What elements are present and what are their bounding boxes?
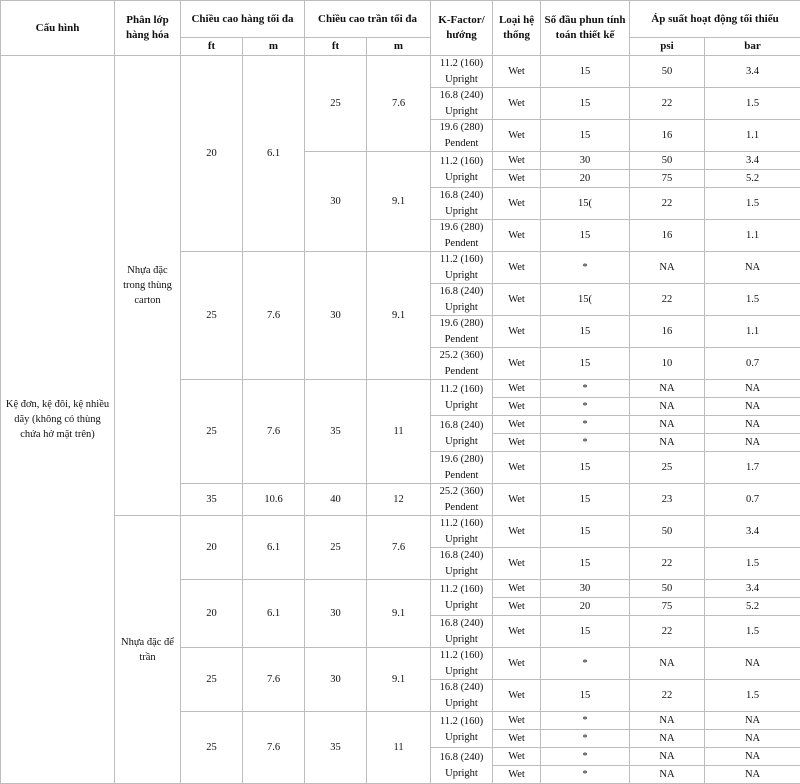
kfactor-value: 16.8 (240) bbox=[433, 548, 490, 564]
bar-cell: NA bbox=[705, 766, 800, 784]
bar-cell: 5.2 bbox=[705, 170, 800, 188]
kfactor-value: 11.2 (160) bbox=[433, 252, 490, 268]
system-cell: Wet bbox=[493, 616, 541, 648]
bar-cell: 5.2 bbox=[705, 598, 800, 616]
kfactor-cell bbox=[431, 580, 493, 616]
storage-m-cell: 6.1 bbox=[243, 580, 305, 648]
kfactor-value: 25.2 (360) bbox=[433, 348, 490, 364]
ceiling-ft-cell: 30 bbox=[305, 648, 367, 712]
storage-m-cell: 7.6 bbox=[243, 380, 305, 484]
heads-cell: 15 bbox=[541, 484, 630, 516]
table-body bbox=[1, 56, 800, 784]
bar-cell: 3.4 bbox=[705, 56, 800, 88]
kfactor-cell bbox=[431, 220, 493, 252]
storage-m-cell: 7.6 bbox=[243, 712, 305, 784]
heads-cell: * bbox=[541, 380, 630, 398]
system-cell: Wet bbox=[493, 348, 541, 380]
storage-ft-cell: 20 bbox=[181, 580, 243, 648]
kfactor-value: 11.2 (160) bbox=[433, 56, 490, 72]
system-cell: Wet bbox=[493, 398, 541, 416]
kfactor-orientation: Pendent bbox=[433, 468, 490, 484]
bar-cell: 3.4 bbox=[705, 516, 800, 548]
system-cell: Wet bbox=[493, 648, 541, 680]
header-config: Cấu hình bbox=[1, 1, 115, 56]
kfactor-cell bbox=[431, 680, 493, 712]
bar-cell: 1.5 bbox=[705, 616, 800, 648]
kfactor-value: 16.8 (240) bbox=[433, 284, 490, 300]
storage-m-cell: 6.1 bbox=[243, 56, 305, 252]
header-bar: bar bbox=[705, 38, 800, 56]
bar-cell: 3.4 bbox=[705, 152, 800, 170]
storage-m-cell: 7.6 bbox=[243, 648, 305, 712]
config-cell: Kệ đơn, kệ đôi, kệ nhiều dãy (không có thùng chứa hở mặt trên) bbox=[1, 56, 115, 784]
psi-cell: NA bbox=[630, 380, 705, 398]
bar-cell: 1.5 bbox=[705, 188, 800, 220]
header-pressure: Áp suất hoạt động tối thiểu bbox=[630, 1, 800, 38]
kfactor-orientation: Upright bbox=[433, 632, 490, 648]
kfactor-orientation: Pendent bbox=[433, 500, 490, 516]
heads-cell: 30 bbox=[541, 580, 630, 598]
system-cell: Wet bbox=[493, 516, 541, 548]
heads-cell: 15 bbox=[541, 220, 630, 252]
psi-cell: 16 bbox=[630, 120, 705, 152]
psi-cell: 22 bbox=[630, 680, 705, 712]
heads-cell: 15 bbox=[541, 88, 630, 120]
bar-cell: 1.1 bbox=[705, 220, 800, 252]
kfactor-orientation: Pendent bbox=[433, 236, 490, 252]
header-psi: psi bbox=[630, 38, 705, 56]
ceiling-ft-cell: 35 bbox=[305, 712, 367, 784]
psi-cell: NA bbox=[630, 434, 705, 452]
psi-cell: 25 bbox=[630, 452, 705, 484]
bar-cell: 3.4 bbox=[705, 580, 800, 598]
kfactor-orientation: Upright bbox=[433, 204, 490, 220]
psi-cell: 16 bbox=[630, 220, 705, 252]
kfactor-cell bbox=[431, 616, 493, 648]
kfactor-orientation: Upright bbox=[433, 268, 490, 284]
heads-cell: * bbox=[541, 748, 630, 766]
ceiling-m-cell: 7.6 bbox=[367, 516, 431, 580]
ceiling-m-cell: 7.6 bbox=[367, 56, 431, 152]
psi-cell: 22 bbox=[630, 284, 705, 316]
kfactor-cell bbox=[431, 252, 493, 284]
ceiling-m-cell: 11 bbox=[367, 380, 431, 484]
kfactor-orientation: Upright bbox=[433, 170, 490, 186]
kfactor-cell bbox=[431, 188, 493, 220]
storage-m-cell: 6.1 bbox=[243, 516, 305, 580]
ceiling-ft-cell: 25 bbox=[305, 516, 367, 580]
kfactor-cell bbox=[431, 56, 493, 88]
bar-cell: 1.1 bbox=[705, 316, 800, 348]
system-cell: Wet bbox=[493, 152, 541, 170]
kfactor-value: 19.6 (280) bbox=[433, 452, 490, 468]
kfactor-orientation: Upright bbox=[433, 434, 490, 450]
table-row bbox=[1, 516, 800, 548]
table-row bbox=[1, 56, 800, 88]
psi-cell: 22 bbox=[630, 88, 705, 120]
system-cell: Wet bbox=[493, 120, 541, 152]
kfactor-orientation: Pendent bbox=[433, 364, 490, 380]
system-cell: Wet bbox=[493, 452, 541, 484]
kfactor-cell bbox=[431, 416, 493, 452]
heads-cell: 15 bbox=[541, 616, 630, 648]
bar-cell: 1.5 bbox=[705, 548, 800, 580]
kfactor-value: 11.2 (160) bbox=[433, 582, 490, 598]
psi-cell: NA bbox=[630, 648, 705, 680]
psi-cell: 75 bbox=[630, 170, 705, 188]
heads-cell: 15 bbox=[541, 516, 630, 548]
kfactor-cell bbox=[431, 380, 493, 416]
header-storage-height: Chiều cao hàng tối đa bbox=[181, 1, 305, 38]
kfactor-value: 16.8 (240) bbox=[433, 88, 490, 104]
kfactor-orientation: Upright bbox=[433, 104, 490, 120]
bar-cell: NA bbox=[705, 380, 800, 398]
system-cell: Wet bbox=[493, 416, 541, 434]
psi-cell: 10 bbox=[630, 348, 705, 380]
system-cell: Wet bbox=[493, 712, 541, 730]
psi-cell: 75 bbox=[630, 598, 705, 616]
kfactor-value: 11.2 (160) bbox=[433, 154, 490, 170]
heads-cell: * bbox=[541, 434, 630, 452]
system-cell: Wet bbox=[493, 316, 541, 348]
heads-cell: 20 bbox=[541, 170, 630, 188]
storage-ft-cell: 25 bbox=[181, 380, 243, 484]
kfactor-cell bbox=[431, 712, 493, 748]
heads-cell: * bbox=[541, 730, 630, 748]
system-cell: Wet bbox=[493, 766, 541, 784]
system-cell: Wet bbox=[493, 188, 541, 220]
header-kfactor: K-Factor/ hướng bbox=[431, 1, 493, 56]
heads-cell: * bbox=[541, 416, 630, 434]
psi-cell: 22 bbox=[630, 188, 705, 220]
kfactor-value: 11.2 (160) bbox=[433, 714, 490, 730]
storage-ft-cell: 25 bbox=[181, 712, 243, 784]
psi-cell: NA bbox=[630, 416, 705, 434]
kfactor-value: 25.2 (360) bbox=[433, 484, 490, 500]
bar-cell: NA bbox=[705, 648, 800, 680]
ceiling-m-cell: 9.1 bbox=[367, 252, 431, 380]
header-ceiling-m: m bbox=[367, 38, 431, 56]
psi-cell: 16 bbox=[630, 316, 705, 348]
psi-cell: 50 bbox=[630, 56, 705, 88]
kfactor-cell bbox=[431, 452, 493, 484]
system-cell: Wet bbox=[493, 284, 541, 316]
psi-cell: 22 bbox=[630, 548, 705, 580]
psi-cell: NA bbox=[630, 252, 705, 284]
ceiling-ft-cell: 35 bbox=[305, 380, 367, 484]
psi-cell: NA bbox=[630, 712, 705, 730]
heads-cell: 20 bbox=[541, 598, 630, 616]
storage-ft-cell: 25 bbox=[181, 648, 243, 712]
bar-cell: NA bbox=[705, 730, 800, 748]
bar-cell: 0.7 bbox=[705, 484, 800, 516]
bar-cell: NA bbox=[705, 712, 800, 730]
ceiling-ft-cell: 30 bbox=[305, 580, 367, 648]
kfactor-value: 11.2 (160) bbox=[433, 648, 490, 664]
kfactor-value: 11.2 (160) bbox=[433, 382, 490, 398]
bar-cell: 1.5 bbox=[705, 680, 800, 712]
psi-cell: 50 bbox=[630, 580, 705, 598]
heads-cell: * bbox=[541, 398, 630, 416]
system-cell: Wet bbox=[493, 252, 541, 284]
bar-cell: 1.5 bbox=[705, 88, 800, 120]
kfactor-orientation: Upright bbox=[433, 766, 490, 782]
kfactor-orientation: Upright bbox=[433, 564, 490, 580]
storage-ft-cell: 25 bbox=[181, 252, 243, 380]
kfactor-cell bbox=[431, 516, 493, 548]
bar-cell: NA bbox=[705, 398, 800, 416]
kfactor-value: 11.2 (160) bbox=[433, 516, 490, 532]
header-ceiling-ft: ft bbox=[305, 38, 367, 56]
kfactor-cell bbox=[431, 88, 493, 120]
storage-m-cell: 10.6 bbox=[243, 484, 305, 516]
kfactor-cell bbox=[431, 548, 493, 580]
system-cell: Wet bbox=[493, 548, 541, 580]
bar-cell: NA bbox=[705, 416, 800, 434]
heads-cell: 15 bbox=[541, 56, 630, 88]
heads-cell: 15 bbox=[541, 548, 630, 580]
kfactor-orientation: Upright bbox=[433, 300, 490, 316]
heads-cell: 15 bbox=[541, 348, 630, 380]
kfactor-orientation: Upright bbox=[433, 696, 490, 712]
psi-cell: 23 bbox=[630, 484, 705, 516]
ceiling-m-cell: 9.1 bbox=[367, 648, 431, 712]
kfactor-orientation: Upright bbox=[433, 72, 490, 88]
bar-cell: 1.7 bbox=[705, 452, 800, 484]
kfactor-value: 16.8 (240) bbox=[433, 616, 490, 632]
system-cell: Wet bbox=[493, 88, 541, 120]
heads-cell: * bbox=[541, 766, 630, 784]
kfactor-value: 16.8 (240) bbox=[433, 188, 490, 204]
system-cell: Wet bbox=[493, 680, 541, 712]
header-heads: Số đầu phun tính toán thiết kế bbox=[541, 1, 630, 56]
heads-cell: 15 bbox=[541, 316, 630, 348]
kfactor-value: 16.8 (240) bbox=[433, 750, 490, 766]
kfactor-value: 19.6 (280) bbox=[433, 316, 490, 332]
class-cell: Nhựa đặc trong thùng carton bbox=[115, 56, 181, 516]
heads-cell: 15 bbox=[541, 120, 630, 152]
bar-cell: NA bbox=[705, 252, 800, 284]
kfactor-orientation: Upright bbox=[433, 664, 490, 680]
class-cell: Nhựa đặc để trần bbox=[115, 516, 181, 784]
psi-cell: 50 bbox=[630, 152, 705, 170]
ceiling-m-cell: 9.1 bbox=[367, 580, 431, 648]
ceiling-ft-cell: 30 bbox=[305, 252, 367, 380]
bar-cell: NA bbox=[705, 434, 800, 452]
system-cell: Wet bbox=[493, 220, 541, 252]
kfactor-cell bbox=[431, 348, 493, 380]
heads-cell: 15( bbox=[541, 284, 630, 316]
kfactor-orientation: Pendent bbox=[433, 332, 490, 348]
storage-ft-cell: 20 bbox=[181, 516, 243, 580]
heads-cell: * bbox=[541, 252, 630, 284]
storage-ft-cell: 35 bbox=[181, 484, 243, 516]
header-ceiling-height: Chiều cao trần tối đa bbox=[305, 1, 431, 38]
heads-cell: 15( bbox=[541, 188, 630, 220]
system-cell: Wet bbox=[493, 434, 541, 452]
kfactor-value: 16.8 (240) bbox=[433, 418, 490, 434]
kfactor-orientation: Upright bbox=[433, 598, 490, 614]
ceiling-ft-cell: 30 bbox=[305, 152, 367, 252]
header-storage-ft: ft bbox=[181, 38, 243, 56]
storage-m-cell: 7.6 bbox=[243, 252, 305, 380]
kfactor-cell bbox=[431, 152, 493, 188]
system-cell: Wet bbox=[493, 56, 541, 88]
psi-cell: 50 bbox=[630, 516, 705, 548]
kfactor-orientation: Upright bbox=[433, 398, 490, 414]
kfactor-cell bbox=[431, 648, 493, 680]
kfactor-cell bbox=[431, 120, 493, 152]
ceiling-m-cell: 9.1 bbox=[367, 152, 431, 252]
system-cell: Wet bbox=[493, 730, 541, 748]
header-storage-m: m bbox=[243, 38, 305, 56]
bar-cell: 0.7 bbox=[705, 348, 800, 380]
kfactor-value: 16.8 (240) bbox=[433, 680, 490, 696]
system-cell: Wet bbox=[493, 748, 541, 766]
system-cell: Wet bbox=[493, 380, 541, 398]
kfactor-orientation: Pendent bbox=[433, 136, 490, 152]
ceiling-ft-cell: 40 bbox=[305, 484, 367, 516]
psi-cell: NA bbox=[630, 766, 705, 784]
bar-cell: NA bbox=[705, 748, 800, 766]
ceiling-m-cell: 12 bbox=[367, 484, 431, 516]
kfactor-cell bbox=[431, 316, 493, 348]
system-cell: Wet bbox=[493, 484, 541, 516]
heads-cell: * bbox=[541, 648, 630, 680]
kfactor-value: 19.6 (280) bbox=[433, 220, 490, 236]
kfactor-value: 19.6 (280) bbox=[433, 120, 490, 136]
psi-cell: NA bbox=[630, 398, 705, 416]
kfactor-orientation: Upright bbox=[433, 730, 490, 746]
psi-cell: NA bbox=[630, 748, 705, 766]
kfactor-orientation: Upright bbox=[433, 532, 490, 548]
bar-cell: 1.1 bbox=[705, 120, 800, 152]
heads-cell: 30 bbox=[541, 152, 630, 170]
heads-cell: 15 bbox=[541, 680, 630, 712]
kfactor-cell bbox=[431, 284, 493, 316]
heads-cell: 15 bbox=[541, 452, 630, 484]
kfactor-cell bbox=[431, 484, 493, 516]
kfactor-cell bbox=[431, 748, 493, 784]
ceiling-m-cell: 11 bbox=[367, 712, 431, 784]
ceiling-ft-cell: 25 bbox=[305, 56, 367, 152]
bar-cell: 1.5 bbox=[705, 284, 800, 316]
storage-ft-cell: 20 bbox=[181, 56, 243, 252]
system-cell: Wet bbox=[493, 598, 541, 616]
psi-cell: 22 bbox=[630, 616, 705, 648]
heads-cell: * bbox=[541, 712, 630, 730]
system-cell: Wet bbox=[493, 170, 541, 188]
header-class: Phân lớp hàng hóa bbox=[115, 1, 181, 56]
psi-cell: NA bbox=[630, 730, 705, 748]
header-system: Loại hệ thống bbox=[493, 1, 541, 56]
system-cell: Wet bbox=[493, 580, 541, 598]
